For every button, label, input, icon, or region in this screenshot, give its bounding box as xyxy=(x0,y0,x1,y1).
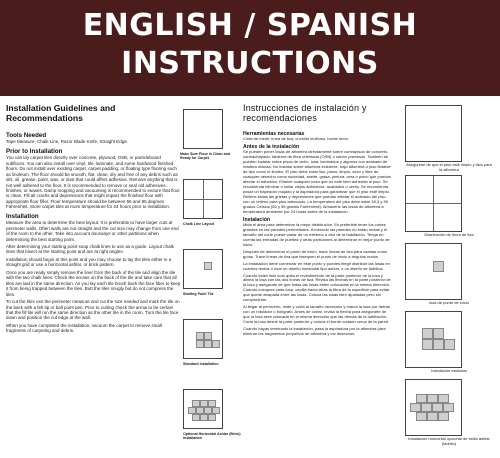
carpet-tile xyxy=(410,403,421,412)
carpet-tile xyxy=(208,400,216,407)
english-tools-text: Tape Measure, Chalk Line, Razor Blade Knife, Straight Edge. xyxy=(6,139,129,145)
step-chalk-line xyxy=(180,179,240,245)
carpet-tile xyxy=(204,332,212,340)
carpet-tile xyxy=(422,328,433,339)
carpet-tile xyxy=(200,400,208,407)
carpet-tile xyxy=(212,407,220,414)
step-label: Instalación estándar xyxy=(431,368,467,373)
english-install-paragraph-1: Measure the area to determine the best layout. It is preferable to have larger cuts at perimeter walls. Often walls are not straight and the cut size may change from one end of the room to the other. Take into account doorways or other partitions when determining the best starting point. xyxy=(6,220,179,242)
english-prior-heading: Prior to Installation xyxy=(6,147,63,155)
english-instructions xyxy=(6,103,181,458)
step-starting-tile xyxy=(180,249,240,315)
paso-instalacion-estandar xyxy=(400,311,498,381)
paso-instalacion-ladrillo xyxy=(400,379,498,458)
step-ashlar-installation xyxy=(180,389,240,458)
floor-diagram xyxy=(405,311,462,368)
floor-diagram xyxy=(405,175,462,232)
banner-title-line-1: ENGLISH / SPANISH xyxy=(82,8,418,43)
floor-diagram xyxy=(405,243,462,300)
carpet-tile xyxy=(204,262,212,270)
spanish-install-paragraph-6: Cuando hayas terminado la instalación, pasa la aspiradora por la alfombra para eliminar los fragmentos pequeños de alfombra y los desechos. xyxy=(243,326,386,337)
english-tools-heading: Tools Needed xyxy=(6,132,47,139)
floor-diagram xyxy=(405,105,462,162)
step-label: Starting Point Tile xyxy=(183,292,214,296)
carpet-tile xyxy=(438,394,449,403)
spanish-prior-text: Se pueden poner losas de alfombra directamente sobre contrapisos de concreto, contrachapado, tableros de fibra orientada (OSB) o cartón prensado. También se pueden instalar sobre pisos de vinilo, losa, laminados y algunos con acabado de madera maciza. No instalar sobre alfombra existente, bajo alfombra o piso flotante de tipo como el linóleo. El piso debe estar liso, plano, limpio, seco y libre de cualquier desecho como suciedad, aceite, grasa, pintura, cera o polvo que puedan afectar el adhesivo. Elimine cualquier cosa que no esté bien adherida al piso. Se recomienda eliminar o sellar viejos adhesivos, acabados o ceras. Se recomienda pasar un trapeador mojado y la aspiradora para garantizar que el piso esté limpio. Rellene todas las grietas y depresiones que puedan afectar el acabado del piso con un relleno para piso adecuado. La temperatura del piso debe estar 18,3 y 35 grados Celsius (65 y 95 grados Fahrenheit). Almacene las losas de alfombra a temperatura ambiente por 24 horas antes de la instalación. xyxy=(243,149,392,214)
carpet-tile xyxy=(433,261,444,272)
carpet-tile xyxy=(427,394,438,403)
carpet-tile xyxy=(443,403,454,412)
carpet-tile xyxy=(196,332,204,340)
spanish-install-paragraph-1: Mida el área para determinar la mejor distribución. Es preferible tener los cortes grandes en las paredes perimetrales. A menudo las paredes no están rectas y el tamaño del corte puede variar de un extremo a otro de la habitación. Tenga en cuenta las entradas de puertas y otras particiones al determinar el mejor punto de inicio. xyxy=(243,221,390,247)
step-label: Chalk Line Layout xyxy=(183,222,214,226)
carpet-tile xyxy=(192,400,200,407)
spanish-prior-heading: Antes de la instalación xyxy=(243,144,300,151)
english-install-heading: Installation xyxy=(6,212,39,220)
step-label: losa de punto de inicio xyxy=(429,300,469,305)
carpet-tile xyxy=(422,339,433,350)
chalk-line-horizontal xyxy=(406,203,461,204)
banner-title-line-2: INSTRUCTIONS xyxy=(121,46,379,81)
english-install-paragraph-5: To cut the tiles use the perimeter measure and cut the size needed and mark the tile on the back with a felt tip or ball point pen. Prior to cutting check the arrow to be certain that the fill tile will run the same direction as the other tile in the room. Turn the tile face down and position the cut edge at the wall. xyxy=(6,299,180,321)
step-label: Standard Installation xyxy=(183,362,219,366)
paso-losa-inicio xyxy=(400,243,498,313)
paso-piso-limpio xyxy=(400,105,498,175)
carpet-tile xyxy=(192,414,200,421)
carpet-tile xyxy=(188,407,196,414)
english-prior-text: You can lay carpet tiles directly over concrete, plywood, OSB, or particleboard subfloors. You can also install over vinyl, tile, laminate, and some hardwood finished floors. Do not install over existing carpet, carpet padding, or floating type flooring such as linoleum. The floor should be smooth, flat, clean, dry and free of any debris such as dirt, oil, grease, paint, wax, or dust that could affect adhesive. Remove anything that is not well adhered to the floor. It is recommended to remove or seal old adhesives, finishes, or waxes. Damp mopping and vacuuming is recommended to ensure that floor is clean. Fill all cracks and depressions that might impact the finished floor with appropriate floor filler. Floor temperature should be between 65 and 95 degrees Fahrenheit. Store carpet tiles at room temperature for 24 hours prior to installation. xyxy=(6,155,180,210)
spanish-install-paragraph-4: Cuando estés listo solo quita el revestimiento de la parte posterior de la losa y alinea la losa con las dos líneas de tiza. Revisa las flechas en la parte posterior de la losa y asegúrate de que todas las losas estén colocadas en la misma dirección. Cuando coloques cada losa, cepilla hacia atrás la fibra de la superficie para evitar que quede atrapada entre las losas. Coloca las losas bien ajustadas pero sin comprimirlas. xyxy=(243,272,391,303)
step-label: Instalación horizontal opcional de estilo ashlar (ladrillo) xyxy=(408,436,490,446)
carpet-tile xyxy=(433,339,444,350)
floor-diagram xyxy=(405,379,462,436)
paso-linea-de-tiza xyxy=(400,175,498,245)
step-clean-floor xyxy=(180,109,240,175)
step-label: Optional Horizontal Ashlar (Brick) Installation xyxy=(183,432,241,441)
title-banner xyxy=(0,0,500,96)
floor-diagram xyxy=(183,319,223,359)
carpet-tile xyxy=(444,339,455,350)
spanish-install-paragraph-5: Al llegar al perímetro, mide y corta al tamaño necesario y marca la losa por detrás con un rotulador o bolígrafo. Antes de cortar, revisa la flecha para asegurarte de que la losa será colocada en la misma dirección que las demás de la habitación. Corta la losa desde la parte posterior y coloca el borde cortado cerca de la pared. xyxy=(243,304,390,325)
step-standard-installation xyxy=(180,319,240,385)
carpet-tile xyxy=(212,340,220,348)
spanish-title: Instrucciones de instalación y recomendaciones xyxy=(243,103,367,123)
carpet-tile xyxy=(416,394,427,403)
step-label: Asegúrese de que el piso esté limpio y listo para la alfombra xyxy=(406,162,492,172)
step-label: Make Sure Floor is Clean and Ready for Carpet xyxy=(180,152,231,161)
chalk-line-horizontal xyxy=(184,199,222,200)
carpet-tile xyxy=(204,407,212,414)
carpet-tile xyxy=(196,340,204,348)
spanish-install-paragraph-3: La instalación debe comenzar en este punto y puedes elegir distribuir las losas en cuadros rectos o usar un diseño horizontal tipo ashlar, o un diseño de ladrillos. xyxy=(243,260,390,271)
floor-diagram xyxy=(183,179,223,219)
carpet-tile xyxy=(433,328,444,339)
step-label: Distribución de línea de tiza xyxy=(424,232,474,237)
spanish-tools-heading: Herramientas necesarias xyxy=(243,131,305,137)
carpet-tile xyxy=(200,414,208,421)
carpet-tile xyxy=(204,340,212,348)
english-title: Installation Guidelines and Recommendations xyxy=(6,103,116,123)
carpet-tile xyxy=(432,403,443,412)
carpet-tile xyxy=(416,412,427,421)
english-install-paragraph-3: Installation should begin at this point and you may choose to lay the tiles either in a straight grid or use a horizontal ashlar, or brick pattern. xyxy=(6,256,172,268)
english-install-paragraph-6: When you have completed the installation, vacuum the carpet to remove small fragments of carpeting and debris. xyxy=(6,322,162,334)
floor-diagram xyxy=(183,389,223,429)
carpet-tile xyxy=(196,407,204,414)
carpet-tile xyxy=(208,414,216,421)
english-install-paragraph-2: After determining your starting point snap chalk lines to use as a guide. Layout chalk lines that bisect at the starting point and are at right angles. xyxy=(6,244,174,255)
floor-diagram xyxy=(183,249,223,289)
carpet-tile xyxy=(438,412,449,421)
carpet-tile xyxy=(421,403,432,412)
spanish-install-heading: Instalación xyxy=(243,216,271,223)
carpet-tile xyxy=(427,412,438,421)
spanish-install-paragraph-2: Después de determinar el punto de inicio, trace líneas de tiza para usarlas como guías. Trace líneas de tiza que bisequen el punto de inicio a ángulos rectos. xyxy=(243,248,388,259)
floor-diagram xyxy=(183,109,223,149)
spanish-tools-text: Cinta de medir, línea de tiza, cuchilla multiuso, borde recto. xyxy=(243,136,349,142)
spanish-instructions xyxy=(243,103,393,458)
english-install-paragraph-4: Once you are ready simply remove the liner from the back of the tile and align the tile with the two chalk lines. Check the arrows on the back of the tile and take care that all tiles are laid in the same direction. As you lay each tile brush back the face fiber to keep it from being trapped between the tiles. Butt the tiles snugly but do not compress the tiles. xyxy=(6,269,181,297)
